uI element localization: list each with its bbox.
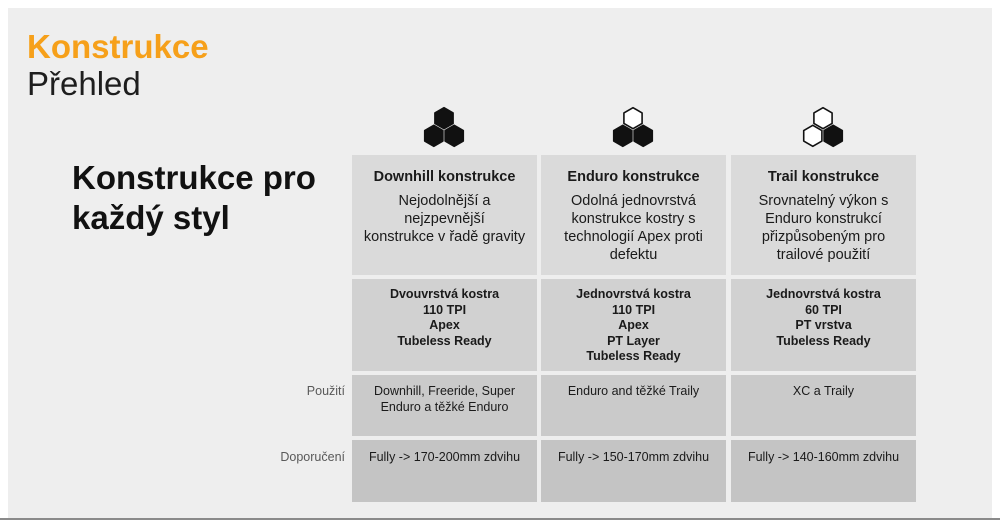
spec-item: Apex bbox=[429, 318, 460, 332]
recommendation-text: Fully -> 150-170mm zdvihu bbox=[557, 450, 710, 464]
section-title: Konstrukce bbox=[27, 28, 209, 65]
description-line: Odolná jednovrstvá bbox=[571, 193, 696, 209]
intro-heading-line: Konstrukce pro bbox=[72, 159, 316, 196]
hexagon-bottom-right bbox=[634, 125, 652, 146]
column-title: Enduro konstrukce bbox=[567, 169, 700, 185]
column-title: Trail konstrukce bbox=[767, 169, 880, 185]
spec-item: Jednovrstvá kostra bbox=[766, 287, 881, 301]
specs-cell-downhill bbox=[352, 279, 537, 371]
hexagon-top bbox=[814, 108, 832, 129]
usage-cell-trail bbox=[731, 375, 916, 436]
spec-item: 60 TPI bbox=[805, 302, 842, 317]
hexagon-bottom-left bbox=[425, 125, 443, 146]
hexagon-cluster-icon bbox=[422, 105, 466, 149]
description-line: nejzpevnější bbox=[404, 211, 485, 227]
recommendation-cell-downhill bbox=[352, 440, 537, 502]
description-line: defektu bbox=[609, 247, 658, 263]
column-description bbox=[541, 192, 726, 264]
hexagon-top bbox=[624, 108, 642, 129]
usage-cell-downhill bbox=[352, 375, 537, 436]
column-header-downhill bbox=[352, 155, 537, 275]
usage-cell-enduro bbox=[541, 375, 726, 436]
column-description bbox=[731, 192, 916, 264]
hexagon-bottom-right bbox=[445, 125, 463, 146]
row-label-recommendation: Doporučení bbox=[280, 450, 345, 464]
description-line: Enduro konstrukcí bbox=[765, 211, 882, 227]
recommendation-cell-trail bbox=[731, 440, 916, 502]
recommendation-text: Fully -> 170-200mm zdvihu bbox=[368, 450, 521, 464]
specs-cell-enduro bbox=[541, 279, 726, 371]
description-line: konstrukce kostry s bbox=[571, 211, 696, 227]
description-line: konstrukce v řadě gravity bbox=[363, 229, 526, 245]
column-header-enduro bbox=[541, 155, 726, 275]
column-description bbox=[352, 192, 537, 246]
description-line: trailové použití bbox=[776, 247, 871, 263]
recommendation-cell-enduro bbox=[541, 440, 726, 502]
column-header-trail bbox=[731, 155, 916, 275]
specs-cell-trail bbox=[731, 279, 916, 371]
intro-heading bbox=[72, 158, 316, 238]
spec-item: Tubeless Ready bbox=[397, 333, 492, 348]
hexagon-bottom-right bbox=[824, 125, 842, 146]
recommendation-text: Fully -> 140-160mm zdvihu bbox=[747, 450, 900, 464]
spec-item: Dvouvrstvá kostra bbox=[389, 287, 500, 301]
spec-item: Apex bbox=[618, 318, 649, 332]
description-line: Nejodolnější a bbox=[398, 193, 491, 209]
spec-item: 110 TPI bbox=[422, 302, 467, 317]
hexagon-bottom-left bbox=[804, 125, 822, 146]
hexagon-cluster-icon bbox=[611, 105, 655, 149]
spec-item: PT vrstva bbox=[795, 318, 852, 332]
usage-line: XC a Traily bbox=[792, 384, 855, 398]
description-line: Srovnatelný výkon s bbox=[758, 193, 889, 209]
hexagon-bottom-left bbox=[614, 125, 632, 146]
spec-item: Tubeless Ready bbox=[586, 349, 681, 363]
usage-line: Enduro a těžké Enduro bbox=[380, 400, 509, 414]
spec-item: Jednovrstvá kostra bbox=[576, 287, 691, 301]
hexagon-cluster-icon bbox=[801, 105, 845, 149]
spec-item: Tubeless Ready bbox=[776, 333, 871, 348]
description-line: přizpůsobeným pro bbox=[761, 229, 886, 245]
spec-item: 110 TPI bbox=[611, 302, 656, 317]
hexagon-top bbox=[435, 108, 453, 129]
usage-line: Enduro and těžké Traily bbox=[567, 384, 700, 398]
spec-item: PT Layer bbox=[607, 333, 660, 348]
usage-line: Downhill, Freeride, Super bbox=[373, 384, 516, 398]
bottom-divider bbox=[0, 518, 1000, 520]
column-title: Downhill konstrukce bbox=[373, 169, 516, 185]
description-line: technologií Apex proti bbox=[564, 229, 703, 245]
row-label-usage: Použití bbox=[306, 384, 345, 398]
section-subtitle: Přehled bbox=[27, 65, 141, 102]
intro-heading-line: každý styl bbox=[72, 199, 230, 236]
